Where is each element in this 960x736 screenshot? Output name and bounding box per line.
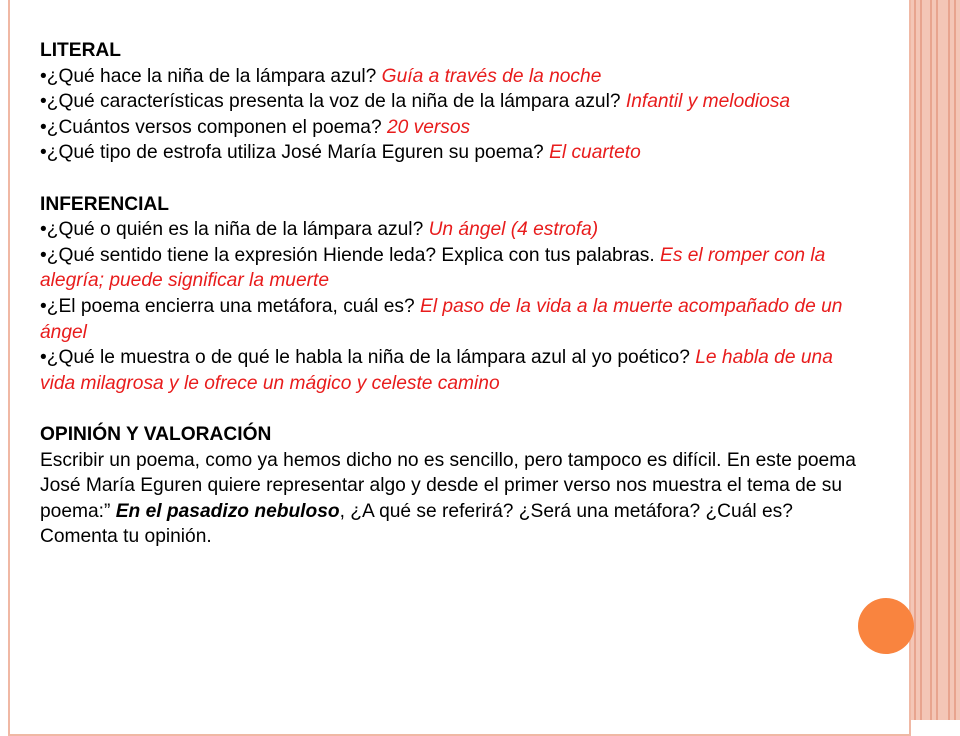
answer-text: Le habla de una vida milagrosa y le ofrece un mágico y celeste camino: [40, 347, 833, 394]
opinion-heading: OPINIÓN Y VALORACIÓN: [40, 423, 272, 445]
question-text: •¿Qué hace la niña de la lámpara azul?: [40, 65, 382, 87]
stripe-line: [948, 0, 950, 720]
literal-item: [40, 89, 870, 115]
question-text: •¿Qué características presenta la voz de la niña de la lámpara azul?: [40, 91, 626, 113]
answer-text: 20 versos: [386, 116, 471, 138]
literal-item: [40, 64, 870, 90]
answer-text: Es el romper con la alegría; puede significar la muerte: [40, 244, 826, 292]
inferencial-item: [40, 243, 870, 294]
stripe-line: [930, 0, 932, 720]
decorative-stripes: [910, 0, 960, 720]
literal-item: [40, 115, 870, 141]
answer-text: El paso de la vida a la muerte acompañado de un ángel: [40, 295, 843, 343]
question-text: •¿Qué le muestra o de qué le habla la niña de la lámpara azul al yo poético?: [40, 347, 696, 369]
question-text: •¿Qué sentido tiene la expresión Hiende leda? Explica con tus palabras.: [40, 244, 661, 266]
stripe-line: [936, 0, 938, 720]
inferencial-heading: INFERENCIAL: [40, 193, 169, 215]
opinion-text: Escribir un poema, como ya hemos dicho no es sencillo, pero tampoco es difícil. En este poema José María Eguren quiere representar algo y desde el primer verso nos muestra el tema de su poema:”: [40, 449, 856, 522]
answer-text: El cuarteto: [549, 142, 641, 164]
question-text: •¿Qué tipo de estrofa utiliza José María Eguren su poema?: [40, 142, 550, 164]
literal-heading: LITERAL: [40, 40, 122, 61]
opinion-paragraph: [40, 448, 870, 550]
question-text: •¿Qué o quién es la niña de la lámpara azul?: [40, 219, 429, 241]
decorative-circle: [858, 598, 914, 654]
question-text: •¿El poema encierra una metáfora, cuál es?: [40, 295, 421, 317]
answer-text: Infantil y melodiosa: [625, 91, 791, 113]
stripe-line: [954, 0, 956, 720]
answer-text: Guía a través de la noche: [381, 65, 602, 87]
inferencial-item: [40, 345, 870, 396]
slide-content: [40, 38, 870, 550]
inferencial-item: [40, 217, 870, 243]
literal-item: [40, 140, 870, 166]
answer-text: Un ángel (4 estrofa): [428, 219, 599, 241]
question-text: •¿Cuántos versos componen el poema?: [40, 116, 387, 138]
opinion-text: , ¿A qué se referirá? ¿Será una metáfora? ¿Cuál es? Comenta tu opinión.: [40, 500, 793, 548]
stripe-line: [914, 0, 916, 720]
inferencial-item: [40, 294, 870, 345]
stripe-line: [920, 0, 922, 720]
opinion-quote: En el pasadizo nebuloso: [115, 500, 340, 522]
